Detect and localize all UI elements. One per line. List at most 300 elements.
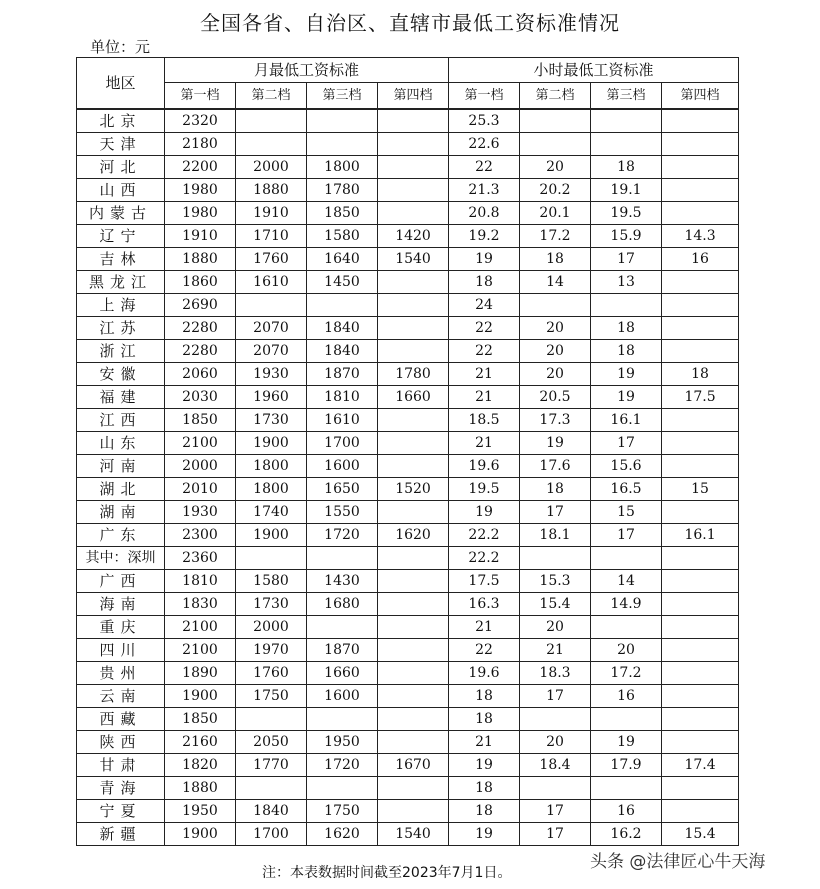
hourly-tier-4-cell (662, 662, 739, 685)
monthly-tier-1-cell: 1880 (165, 248, 236, 271)
monthly-tier-3-cell: 1650 (307, 478, 378, 501)
monthly-tier-4-cell (378, 731, 449, 754)
region-cell: 辽宁 (77, 225, 165, 248)
table-row (77, 202, 739, 225)
table-row (77, 156, 739, 179)
table-row (77, 593, 739, 616)
monthly-tier-3-cell: 1950 (307, 731, 378, 754)
region-cell: 江苏 (77, 317, 165, 340)
region-cell: 其中：深圳 (77, 547, 165, 570)
hourly-tier-4-cell (662, 708, 739, 731)
region-cell: 上海 (77, 294, 165, 317)
hourly-tier-2-cell: 17 (520, 501, 591, 524)
hourly-tier-2-cell: 20 (520, 731, 591, 754)
monthly-tier-2-cell: 1960 (236, 386, 307, 409)
hourly-tier-3-cell (591, 777, 662, 800)
hourly-tier-1-cell: 19.2 (449, 225, 520, 248)
hourly-tier-2-cell: 20.2 (520, 179, 591, 202)
hourly-tier-2-cell (520, 133, 591, 156)
unit-label: 单位：元 (90, 38, 151, 56)
region-cell: 贵州 (77, 662, 165, 685)
table-row (77, 570, 739, 593)
monthly-tier-3-cell: 1640 (307, 248, 378, 271)
monthly-tier-2-cell: 1800 (236, 455, 307, 478)
hourly-tier-3-cell: 16 (591, 685, 662, 708)
monthly-tier-1-cell: 1860 (165, 271, 236, 294)
hourly-tier-4-cell: 18 (662, 363, 739, 386)
monthly-tier-4-cell (378, 616, 449, 639)
monthly-tier-4-cell: 1670 (378, 754, 449, 777)
hourly-tier-3-cell: 16.2 (591, 823, 662, 846)
monthly-tier-4-cell (378, 501, 449, 524)
region-cell: 福建 (77, 386, 165, 409)
hourly-tier-2-cell (520, 777, 591, 800)
hourly-tier-1-cell: 21 (449, 363, 520, 386)
hourly-tier-2-cell: 15.4 (520, 593, 591, 616)
hourly-tier-4-cell (662, 547, 739, 570)
hourly-tier-2-cell: 18 (520, 478, 591, 501)
region-cell: 安徽 (77, 363, 165, 386)
monthly-tier-1-cell: 2300 (165, 524, 236, 547)
monthly-tier-3-cell: 1700 (307, 432, 378, 455)
monthly-tier-4-cell (378, 432, 449, 455)
monthly-tier-1-cell: 2180 (165, 133, 236, 156)
monthly-tier-1-cell: 2100 (165, 639, 236, 662)
monthly-tier-1-cell: 2690 (165, 294, 236, 317)
monthly-tier-3-cell (307, 294, 378, 317)
monthly-tier-3-cell: 1720 (307, 754, 378, 777)
minimum-wage-table (76, 57, 739, 846)
monthly-tier-4-cell (378, 294, 449, 317)
hourly-tier-1-cell: 21 (449, 386, 520, 409)
region-cell: 河南 (77, 455, 165, 478)
hourly-tier-2-cell: 18.1 (520, 524, 591, 547)
hourly-tier-1-cell: 18 (449, 777, 520, 800)
monthly-tier-2-cell: 1760 (236, 662, 307, 685)
table-row (77, 455, 739, 478)
hourly-tier-2-cell: 20 (520, 317, 591, 340)
table-row (77, 363, 739, 386)
hourly-tier-1-cell: 18 (449, 685, 520, 708)
table-row (77, 800, 739, 823)
monthly-tier-1-cell: 1930 (165, 501, 236, 524)
hourly-tier-2-cell: 17 (520, 823, 591, 846)
monthly-tier-2-cell (236, 109, 307, 133)
monthly-tier-3-cell: 1450 (307, 271, 378, 294)
monthly-tier-4-cell (378, 593, 449, 616)
table-row (77, 294, 739, 317)
hourly-tier-2-cell: 17 (520, 800, 591, 823)
footnote: 注：本表数据时间截至2023年7月1日。 (262, 865, 512, 881)
hourly-tier-1-cell: 21.3 (449, 179, 520, 202)
monthly-header: 月最低工资标准 (165, 58, 449, 83)
monthly-tier-2-cell: 1770 (236, 754, 307, 777)
monthly-tier-2-cell: 1730 (236, 593, 307, 616)
hourly-tier-2-cell: 18.3 (520, 662, 591, 685)
hourly-tier-3-cell: 17.2 (591, 662, 662, 685)
hourly-tier-3-cell: 19.5 (591, 202, 662, 225)
hourly-tier-3-cell: 18 (591, 317, 662, 340)
monthly-tier-4-cell: 1620 (378, 524, 449, 547)
hourly-tier-3-cell (591, 616, 662, 639)
monthly-tier-1-cell: 2280 (165, 340, 236, 363)
hourly-tier-4-cell (662, 109, 739, 133)
hourly-tier-1-cell: 18 (449, 271, 520, 294)
monthly-tier-3-cell (307, 616, 378, 639)
monthly-tier-3-cell: 1600 (307, 455, 378, 478)
table-row (77, 823, 739, 846)
monthly-tier-2-cell: 1740 (236, 501, 307, 524)
monthly-tier-2-header: 第二档 (236, 83, 307, 110)
monthly-tier-3-cell: 1620 (307, 823, 378, 846)
hourly-tier-2-cell: 17 (520, 685, 591, 708)
hourly-tier-4-cell: 16.1 (662, 524, 739, 547)
monthly-tier-4-cell: 1540 (378, 823, 449, 846)
region-cell: 山东 (77, 432, 165, 455)
hourly-tier-3-cell: 16.5 (591, 478, 662, 501)
monthly-tier-1-cell: 1910 (165, 225, 236, 248)
monthly-tier-4-cell (378, 708, 449, 731)
monthly-tier-3-cell: 1780 (307, 179, 378, 202)
region-cell: 山西 (77, 179, 165, 202)
monthly-tier-3-header: 第三档 (307, 83, 378, 110)
hourly-tier-4-cell: 15 (662, 478, 739, 501)
hourly-tier-4-cell (662, 179, 739, 202)
monthly-tier-4-cell (378, 133, 449, 156)
monthly-tier-2-cell: 1880 (236, 179, 307, 202)
hourly-tier-1-cell: 16.3 (449, 593, 520, 616)
region-cell: 广东 (77, 524, 165, 547)
monthly-tier-2-cell: 1730 (236, 409, 307, 432)
region-cell: 浙江 (77, 340, 165, 363)
hourly-tier-3-cell: 15.6 (591, 455, 662, 478)
monthly-tier-3-cell: 1750 (307, 800, 378, 823)
watermark: 头条 @法律匠心牛天海 (590, 852, 766, 872)
table-row (77, 547, 739, 570)
monthly-tier-2-cell: 1840 (236, 800, 307, 823)
region-cell: 广西 (77, 570, 165, 593)
monthly-tier-2-cell: 1610 (236, 271, 307, 294)
monthly-tier-2-cell (236, 133, 307, 156)
monthly-tier-2-cell: 1910 (236, 202, 307, 225)
region-cell: 内蒙古 (77, 202, 165, 225)
monthly-tier-4-cell (378, 271, 449, 294)
hourly-tier-3-cell: 16 (591, 800, 662, 823)
monthly-tier-3-cell (307, 777, 378, 800)
monthly-tier-1-cell: 1850 (165, 409, 236, 432)
hourly-tier-4-cell (662, 777, 739, 800)
monthly-tier-4-cell (378, 202, 449, 225)
hourly-tier-3-cell (591, 708, 662, 731)
table-row (77, 616, 739, 639)
hourly-tier-3-cell: 14 (591, 570, 662, 593)
monthly-tier-2-cell (236, 547, 307, 570)
table-row (77, 478, 739, 501)
region-cell: 河北 (77, 156, 165, 179)
hourly-tier-4-cell (662, 593, 739, 616)
monthly-tier-1-cell: 2160 (165, 731, 236, 754)
region-cell: 黑龙江 (77, 271, 165, 294)
hourly-tier-2-cell: 20.1 (520, 202, 591, 225)
hourly-tier-4-cell: 17.4 (662, 754, 739, 777)
region-cell: 新疆 (77, 823, 165, 846)
monthly-tier-2-cell: 1930 (236, 363, 307, 386)
monthly-tier-1-cell: 2360 (165, 547, 236, 570)
monthly-tier-2-cell: 1700 (236, 823, 307, 846)
table-body (77, 109, 739, 846)
hourly-tier-1-cell: 22 (449, 317, 520, 340)
hourly-tier-4-cell: 16 (662, 248, 739, 271)
hourly-tier-2-cell: 14 (520, 271, 591, 294)
table-row (77, 708, 739, 731)
hourly-tier-3-cell: 19.1 (591, 179, 662, 202)
monthly-tier-1-cell: 1890 (165, 662, 236, 685)
region-cell: 湖北 (77, 478, 165, 501)
monthly-tier-1-cell: 1900 (165, 823, 236, 846)
table-row (77, 731, 739, 754)
monthly-tier-1-cell: 2320 (165, 109, 236, 133)
monthly-tier-4-cell: 1660 (378, 386, 449, 409)
hourly-tier-1-cell: 21 (449, 731, 520, 754)
hourly-tier-3-cell (591, 547, 662, 570)
monthly-tier-4-cell (378, 455, 449, 478)
table-row (77, 754, 739, 777)
monthly-tier-4-cell (378, 409, 449, 432)
monthly-tier-1-cell: 2280 (165, 317, 236, 340)
hourly-tier-4-cell (662, 409, 739, 432)
monthly-tier-3-cell: 1840 (307, 317, 378, 340)
monthly-tier-3-cell: 1660 (307, 662, 378, 685)
monthly-tier-1-cell: 2100 (165, 432, 236, 455)
monthly-tier-2-cell: 2050 (236, 731, 307, 754)
table-row (77, 340, 739, 363)
hourly-tier-1-cell: 17.5 (449, 570, 520, 593)
monthly-tier-3-cell (307, 109, 378, 133)
region-cell: 北京 (77, 109, 165, 133)
hourly-tier-1-cell: 22.2 (449, 524, 520, 547)
hourly-tier-3-cell: 15.9 (591, 225, 662, 248)
hourly-tier-2-cell: 20.5 (520, 386, 591, 409)
monthly-tier-1-cell: 1900 (165, 685, 236, 708)
hourly-tier-4-cell (662, 294, 739, 317)
hourly-tier-4-header: 第四档 (662, 83, 739, 110)
monthly-tier-2-cell: 1760 (236, 248, 307, 271)
table-row (77, 685, 739, 708)
hourly-tier-1-cell: 19 (449, 823, 520, 846)
hourly-tier-2-header: 第二档 (520, 83, 591, 110)
region-cell: 重庆 (77, 616, 165, 639)
monthly-tier-1-cell: 1850 (165, 708, 236, 731)
hourly-tier-4-cell (662, 570, 739, 593)
monthly-tier-3-cell: 1610 (307, 409, 378, 432)
hourly-tier-1-cell: 19.6 (449, 662, 520, 685)
monthly-tier-4-cell: 1780 (378, 363, 449, 386)
region-cell: 陕西 (77, 731, 165, 754)
hourly-tier-2-cell: 20 (520, 340, 591, 363)
monthly-tier-2-cell: 1800 (236, 478, 307, 501)
monthly-tier-2-cell (236, 294, 307, 317)
region-cell: 湖南 (77, 501, 165, 524)
hourly-tier-1-cell: 18 (449, 708, 520, 731)
monthly-tier-1-cell: 2060 (165, 363, 236, 386)
hourly-tier-1-header: 第一档 (449, 83, 520, 110)
hourly-tier-3-cell: 20 (591, 639, 662, 662)
monthly-tier-4-cell: 1540 (378, 248, 449, 271)
hourly-tier-1-cell: 22.6 (449, 133, 520, 156)
region-cell: 海南 (77, 593, 165, 616)
hourly-tier-2-cell (520, 708, 591, 731)
region-cell: 西藏 (77, 708, 165, 731)
monthly-tier-2-cell (236, 708, 307, 731)
monthly-tier-2-cell: 1580 (236, 570, 307, 593)
monthly-tier-4-cell (378, 639, 449, 662)
region-cell: 云南 (77, 685, 165, 708)
region-cell: 江西 (77, 409, 165, 432)
hourly-tier-2-cell: 19 (520, 432, 591, 455)
hourly-tier-2-cell: 20 (520, 363, 591, 386)
monthly-tier-3-cell: 1870 (307, 363, 378, 386)
hourly-tier-1-cell: 19 (449, 754, 520, 777)
hourly-tier-3-cell: 17.9 (591, 754, 662, 777)
region-header: 地区 (77, 58, 165, 110)
hourly-tier-3-cell: 19 (591, 386, 662, 409)
hourly-tier-4-cell: 17.5 (662, 386, 739, 409)
monthly-tier-1-header: 第一档 (165, 83, 236, 110)
table-row (77, 133, 739, 156)
hourly-tier-3-cell: 18 (591, 340, 662, 363)
monthly-tier-4-cell (378, 685, 449, 708)
hourly-tier-2-cell: 17.6 (520, 455, 591, 478)
region-cell: 吉林 (77, 248, 165, 271)
hourly-tier-3-cell (591, 294, 662, 317)
monthly-tier-1-cell: 2030 (165, 386, 236, 409)
hourly-tier-2-cell (520, 109, 591, 133)
hourly-tier-4-cell (662, 317, 739, 340)
monthly-tier-3-cell: 1800 (307, 156, 378, 179)
monthly-tier-4-cell (378, 777, 449, 800)
hourly-tier-3-cell (591, 109, 662, 133)
hourly-tier-4-cell (662, 455, 739, 478)
hourly-tier-4-cell (662, 639, 739, 662)
table-row (77, 432, 739, 455)
hourly-tier-1-cell: 22 (449, 156, 520, 179)
monthly-tier-3-cell (307, 708, 378, 731)
monthly-tier-3-cell: 1600 (307, 685, 378, 708)
hourly-tier-3-cell: 17 (591, 248, 662, 271)
monthly-tier-2-cell: 1900 (236, 524, 307, 547)
hourly-tier-1-cell: 22 (449, 639, 520, 662)
monthly-tier-4-cell: 1520 (378, 478, 449, 501)
region-cell: 宁夏 (77, 800, 165, 823)
hourly-tier-1-cell: 22.2 (449, 547, 520, 570)
monthly-tier-4-cell (378, 547, 449, 570)
hourly-tier-3-cell: 13 (591, 271, 662, 294)
hourly-header: 小时最低工资标准 (449, 58, 739, 83)
monthly-tier-1-cell: 1980 (165, 179, 236, 202)
hourly-tier-1-cell: 18.5 (449, 409, 520, 432)
hourly-tier-1-cell: 19 (449, 501, 520, 524)
region-cell: 四川 (77, 639, 165, 662)
monthly-tier-1-cell: 1810 (165, 570, 236, 593)
hourly-tier-4-cell (662, 432, 739, 455)
monthly-tier-4-cell (378, 156, 449, 179)
hourly-tier-3-cell: 17 (591, 524, 662, 547)
table-row (77, 409, 739, 432)
monthly-tier-4-header: 第四档 (378, 83, 449, 110)
hourly-tier-3-cell: 17 (591, 432, 662, 455)
monthly-tier-4-cell (378, 800, 449, 823)
hourly-tier-4-cell (662, 156, 739, 179)
hourly-tier-2-cell: 21 (520, 639, 591, 662)
table-row (77, 386, 739, 409)
table-row (77, 501, 739, 524)
hourly-tier-2-cell (520, 294, 591, 317)
hourly-tier-4-cell (662, 133, 739, 156)
hourly-tier-1-cell: 22 (449, 340, 520, 363)
monthly-tier-3-cell (307, 133, 378, 156)
region-cell: 甘肃 (77, 754, 165, 777)
region-cell: 天津 (77, 133, 165, 156)
monthly-tier-2-cell: 2070 (236, 340, 307, 363)
hourly-tier-3-header: 第三档 (591, 83, 662, 110)
monthly-tier-2-cell (236, 777, 307, 800)
monthly-tier-3-cell: 1850 (307, 202, 378, 225)
hourly-tier-4-cell (662, 685, 739, 708)
table-row (77, 777, 739, 800)
table-row (77, 662, 739, 685)
table-row (77, 524, 739, 547)
monthly-tier-1-cell: 1880 (165, 777, 236, 800)
hourly-tier-3-cell: 18 (591, 156, 662, 179)
hourly-tier-4-cell (662, 340, 739, 363)
hourly-tier-4-cell (662, 501, 739, 524)
monthly-tier-1-cell: 2000 (165, 455, 236, 478)
table-row (77, 317, 739, 340)
hourly-tier-1-cell: 19.5 (449, 478, 520, 501)
table-row (77, 179, 739, 202)
hourly-tier-4-cell (662, 271, 739, 294)
monthly-tier-1-cell: 1980 (165, 202, 236, 225)
hourly-tier-1-cell: 21 (449, 616, 520, 639)
monthly-tier-3-cell: 1840 (307, 340, 378, 363)
monthly-tier-2-cell: 2000 (236, 156, 307, 179)
monthly-tier-2-cell: 2000 (236, 616, 307, 639)
monthly-tier-4-cell (378, 340, 449, 363)
hourly-tier-4-cell (662, 731, 739, 754)
monthly-tier-3-cell: 1430 (307, 570, 378, 593)
hourly-tier-2-cell: 20 (520, 156, 591, 179)
table-row (77, 109, 739, 133)
monthly-tier-3-cell (307, 547, 378, 570)
hourly-tier-4-cell: 14.3 (662, 225, 739, 248)
table-row (77, 248, 739, 271)
table-row (77, 639, 739, 662)
hourly-tier-3-cell: 19 (591, 731, 662, 754)
hourly-tier-1-cell: 19 (449, 248, 520, 271)
hourly-tier-1-cell: 21 (449, 432, 520, 455)
monthly-tier-3-cell: 1810 (307, 386, 378, 409)
monthly-tier-1-cell: 2010 (165, 478, 236, 501)
monthly-tier-3-cell: 1550 (307, 501, 378, 524)
hourly-tier-4-cell (662, 800, 739, 823)
hourly-tier-2-cell: 18 (520, 248, 591, 271)
hourly-tier-3-cell: 19 (591, 363, 662, 386)
table-row (77, 225, 739, 248)
hourly-tier-2-cell: 17.2 (520, 225, 591, 248)
monthly-tier-3-cell: 1870 (307, 639, 378, 662)
hourly-tier-3-cell: 15 (591, 501, 662, 524)
hourly-tier-2-cell: 17.3 (520, 409, 591, 432)
